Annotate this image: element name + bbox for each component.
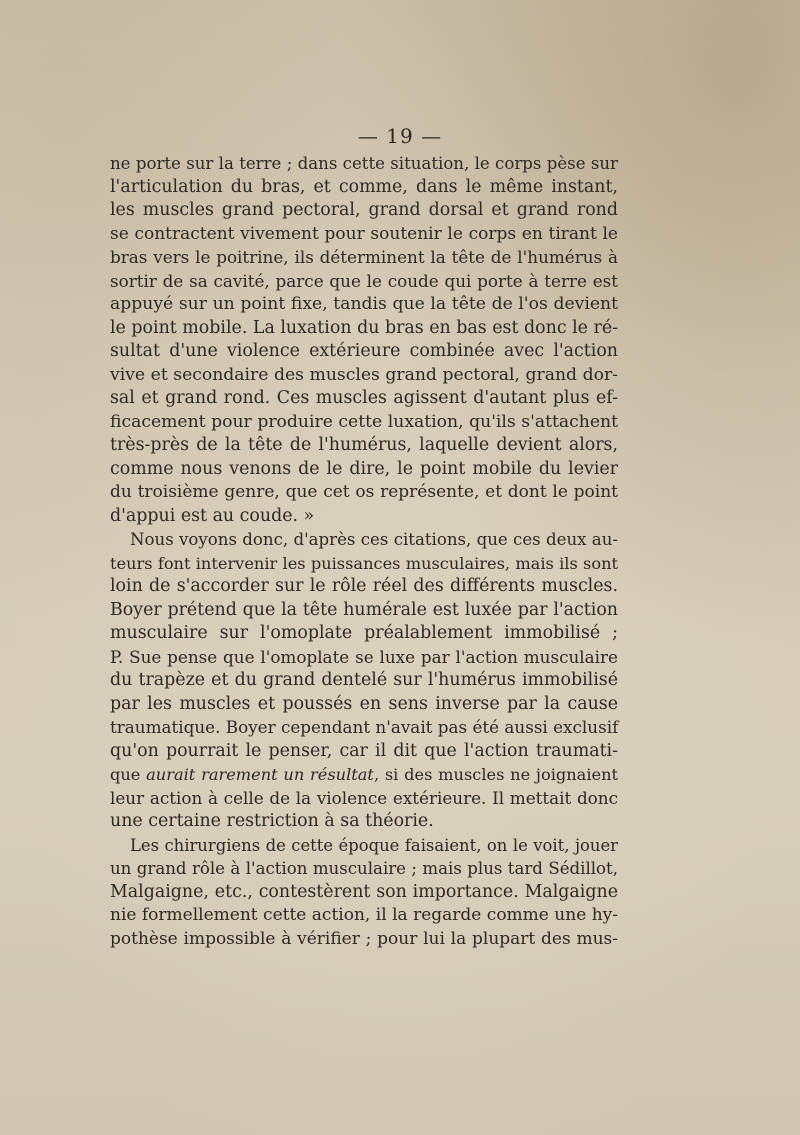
text-line: Nous voyons donc, d'après ces citations, que ces deux au-	[130, 530, 618, 549]
text-line: le point mobile. La luxation du bras en bas est donc le ré-	[110, 317, 618, 338]
text-line: ficacement pour produire cette luxation, qu'ils s'attachent	[110, 411, 618, 432]
text-line: ne porte sur la terre ; dans cette situation, le corps pèse sur	[110, 154, 618, 173]
text-line: traumatique. Boyer cependant n'avait pas été aussi exclusif	[110, 717, 619, 737]
text-line: du troisième genre, que cet os représente, et dont le point	[110, 482, 618, 502]
text-line: Les chirurgiens de cette époque faisaient, on le voit, jouer	[130, 835, 618, 855]
text-line: par les muscles et poussés en sens inverse par la cause	[110, 693, 618, 714]
text-line: d'appui est au coude. »	[110, 505, 315, 526]
text-line: se contractent vivement pour soutenir le corps en tirant le	[110, 223, 618, 244]
text-line: appuyé sur un point fixe, tandis que la tête de l'os devient	[110, 294, 618, 314]
page-number: — 19 —	[357, 124, 443, 148]
body-text	[110, 152, 618, 951]
text-line: loin de s'accorder sur le rôle réel des différents muscles.	[110, 576, 618, 596]
text-line: sortir de sa cavité, parce que le coude qui porte à terre est	[110, 270, 618, 291]
italic-phrase: aurait rarement un résultat	[146, 765, 374, 784]
text-line: teurs font intervenir les puissances musculaires, mais ils sont	[110, 553, 618, 573]
text-line: leur action à celle de la violence extérieure. Il mettait donc	[110, 787, 618, 808]
text-line: Boyer prétend que la tête humérale est luxée par l'action	[110, 599, 618, 620]
text-line: P. Sue pense que l'omoplate se luxe par l'action musculaire	[110, 646, 618, 667]
text-line: musculaire sur l'omoplate préalablement immobilisé ;	[110, 623, 618, 643]
text-line: Malgaigne, etc., contestèrent son importance. Malgaigne	[110, 881, 618, 902]
text-line: du trapèze et du grand dentelé sur l'humérus immobilisé	[110, 670, 618, 690]
text-line: que aurait rarement un résultat, si des muscles ne joignaient	[110, 765, 619, 784]
text-line: un grand rôle à l'action musculaire ; mais plus tard Sédillot,	[110, 859, 618, 878]
text-line: bras vers le poitrine, ils déterminent la tête de l'humérus à	[110, 247, 618, 267]
text-line: sultat d'une violence extérieure combinée avec l'action	[110, 341, 618, 361]
text-line: très-près de la tête de l'humérus, laquelle devient alors,	[110, 435, 618, 455]
text-line: sal et grand rond. Ces muscles agissent d'autant plus ef-	[110, 388, 618, 408]
text-line: qu'on pourrait le penser, car il dit que l'action traumati-	[110, 740, 618, 761]
text-line: nie formellement cette action, il la regarde comme une hy-	[110, 905, 618, 925]
text-line: pothèse impossible à vérifier ; pour lui la plupart des mus-	[110, 928, 618, 949]
text-line: vive et secondaire des muscles grand pectoral, grand dor-	[110, 364, 618, 385]
text-line: l'articulation du bras, et comme, dans le même instant,	[110, 176, 618, 197]
text-line: comme nous venons de le dire, le point mobile du levier	[110, 458, 618, 479]
text-line: une certaine restriction à sa théorie.	[110, 811, 434, 831]
text-line: les muscles grand pectoral, grand dorsal et grand rond	[110, 200, 618, 220]
